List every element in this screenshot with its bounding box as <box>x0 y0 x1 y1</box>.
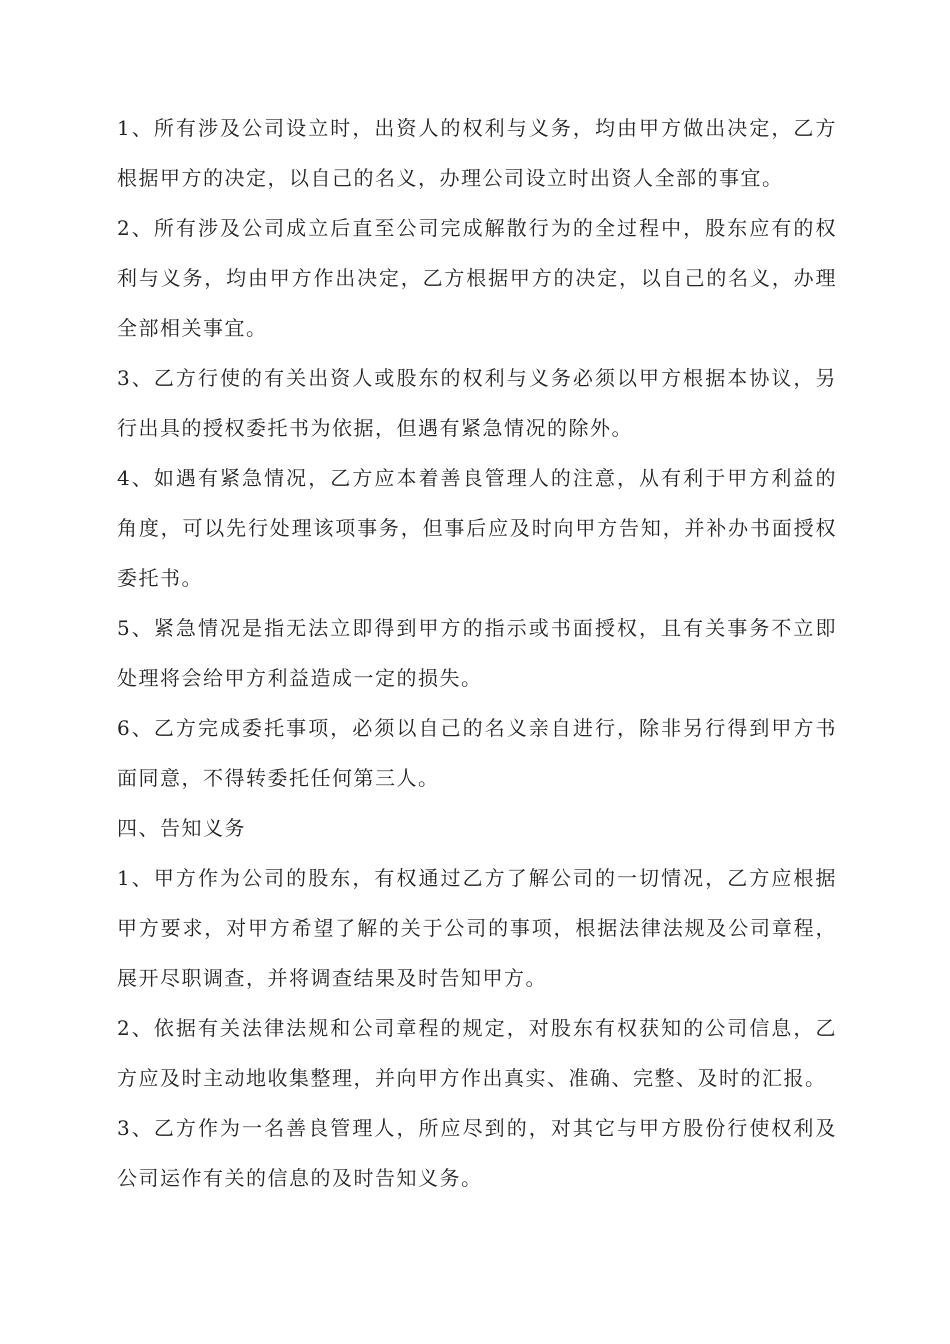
paragraph-clause-2: 2、所有涉及公司成立后直至公司完成解散行为的全过程中，股东应有的权利与义务，均由甲方作出决定，乙方根据甲方的决定，以自己的名义，办理全部相关事宜。 <box>117 216 837 340</box>
paragraph-notify-1: 1、甲方作为公司的股东，有权通过乙方了解公司的一切情况，乙方应根据甲方要求，对甲方希望了解的关于公司的事项，根据法律法规及公司章程，展开尽职调查，并将调查结果及时告知甲方。 <box>117 866 837 990</box>
paragraph-clause-5: 5、紧急情况是指无法立即得到甲方的指示或书面授权，且有关事务不立即处理将会给甲方利益造成一定的损失。 <box>117 616 837 690</box>
paragraph-clause-1: 1、所有涉及公司设立时，出资人的权利与义务，均由甲方做出决定，乙方根据甲方的决定，以自己的名义，办理公司设立时出资人全部的事宜。 <box>117 116 837 190</box>
paragraph-clause-3: 3、乙方行使的有关出资人或股东的权利与义务必须以甲方根据本协议，另行出具的授权委托书为依据，但遇有紧急情况的除外。 <box>117 366 837 440</box>
paragraph-notify-3: 3、乙方作为一名善良管理人，所应尽到的，对其它与甲方股份行使权利及公司运作有关的信息的及时告知义务。 <box>117 1116 837 1190</box>
paragraph-notify-2: 2、依据有关法律法规和公司章程的规定，对股东有权获知的公司信息，乙方应及时主动地收集整理，并向甲方作出真实、准确、完整、及时的汇报。 <box>117 1016 837 1090</box>
paragraph-clause-6: 6、乙方完成委托事项，必须以自己的名义亲自进行，除非另行得到甲方书面同意，不得转委托任何第三人。 <box>117 716 837 790</box>
section-heading-notification-duty: 四、告知义务 <box>117 816 246 840</box>
paragraph-clause-4: 4、如遇有紧急情况，乙方应本着善良管理人的注意，从有利于甲方利益的角度，可以先行处理该项事务，但事后应及时向甲方告知，并补办书面授权委托书。 <box>117 466 837 590</box>
document-body <box>117 103 837 1203</box>
